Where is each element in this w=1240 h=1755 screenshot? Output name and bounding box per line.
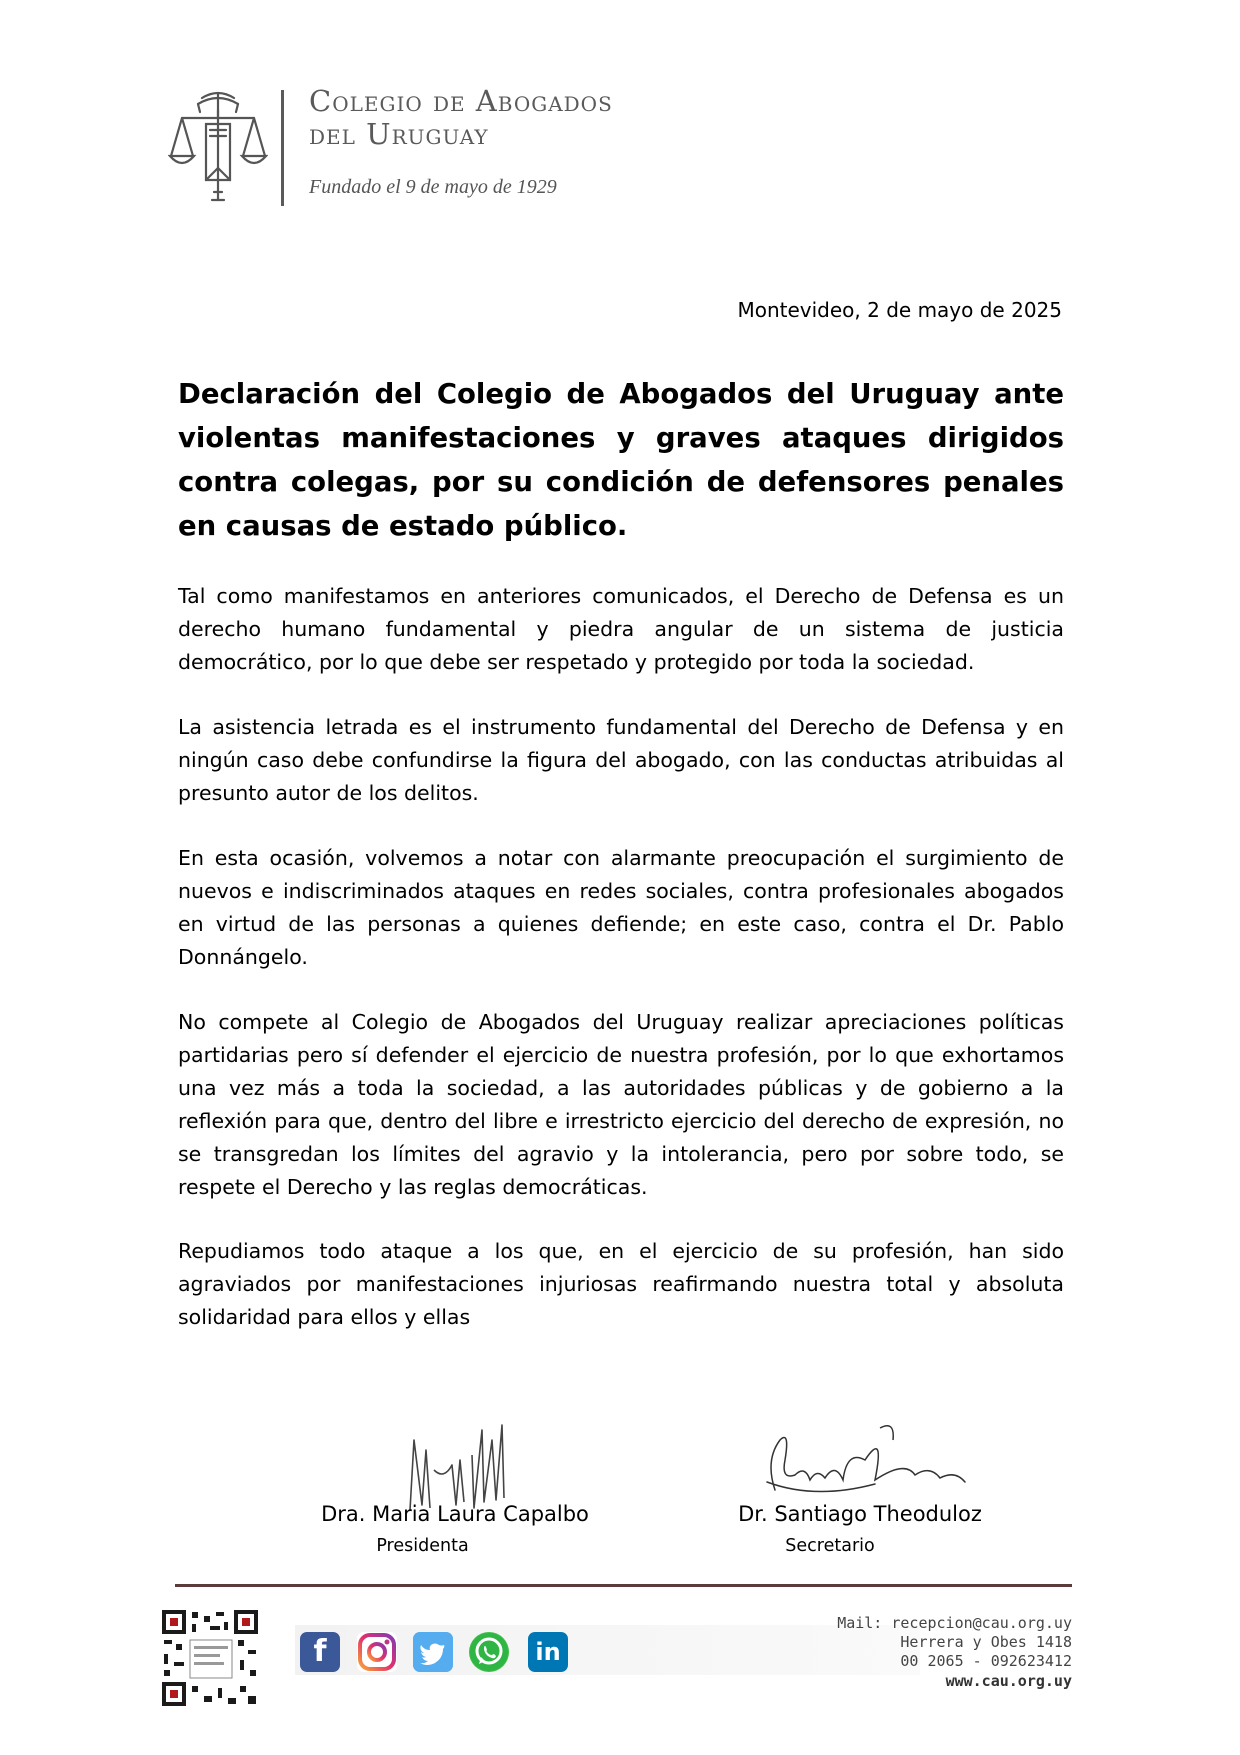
org-name-line1: Colegio de Abogados: [309, 84, 613, 118]
signatory-name: Dr. Santiago Theoduloz: [738, 1502, 982, 1526]
whatsapp-icon[interactable]: [469, 1632, 509, 1672]
linkedin-icon[interactable]: in: [528, 1632, 568, 1672]
document-title: Declaración del Colegio de Abogados del Uruguay ante violentas manifestaciones y graves ataques dirigidos contra colegas, por su condición de defensores penales en causas de estado público.: [178, 378, 1064, 542]
contact-phone: 00 2065 - 092623412: [900, 1652, 1072, 1670]
signatory-name: Dra. Maria Laura Capalbo: [321, 1502, 589, 1526]
signatory-role: Presidenta: [376, 1536, 469, 1556]
contact-email[interactable]: Mail: recepcion@cau.org.uy: [837, 1614, 1072, 1632]
facebook-icon[interactable]: f: [300, 1632, 340, 1672]
twitter-icon[interactable]: [413, 1632, 453, 1672]
footer-divider: [175, 1584, 1072, 1587]
body-paragraph: Repudiamos todo ataque a los que, en el ejercicio de su profesión, han sido agraviados por manifestaciones injuriosas reafirmando nuestra total y absoluta solidaridad para ellos y ellas: [178, 1239, 1064, 1329]
body-paragraph: La asistencia letrada es el instrumento fundamental del Derecho de Defensa y en ningún caso debe confundirse la figura del abogado, con las conductas atribuidas al presunto autor de los delitos.: [178, 715, 1064, 805]
contact-address: Herrera y Obes 1418: [900, 1633, 1072, 1651]
qr-code[interactable]: [162, 1610, 258, 1706]
contact-website[interactable]: www.cau.org.uy: [945, 1672, 1072, 1690]
scales-of-justice-logo: [168, 88, 268, 208]
letterhead-divider: [281, 90, 284, 206]
signature-secretary: [755, 1420, 975, 1510]
body-paragraph: Tal como manifestamos en anteriores comunicados, el Derecho de Defensa es un derecho humano fundamental y piedra angular de un sistema de justicia democrático, por lo que debe ser respetado y protegido por toda la sociedad.: [178, 584, 1064, 674]
document-date: Montevideo, 2 de mayo de 2025: [737, 298, 1062, 322]
founded-tagline: Fundado el 9 de mayo de 1929: [309, 176, 557, 198]
signatory-role: Secretario: [785, 1536, 875, 1556]
body-paragraph: En esta ocasión, volvemos a notar con alarmante preocupación el surgimiento de nuevos e indiscriminados ataques en redes sociales, contra profesionales abogados en virtud de las personas a quienes defiende; en este caso, contra el Dr. Pablo Donnángelo.: [178, 846, 1064, 969]
instagram-icon[interactable]: [357, 1632, 397, 1672]
org-name-line2: del Uruguay: [309, 117, 489, 151]
body-paragraph: No compete al Colegio de Abogados del Uruguay realizar apreciaciones políticas partidarias pero sí defender el ejercicio de nuestra profesión, por lo que exhortamos una vez más a toda la sociedad, a las autoridades públicas y de gobierno a la reflexión para que, dentro del libre e irrestricto ejercicio del derecho de expresión, no se transgredan los límites del agravio y la intolerancia, pero por sobre todo, se respete el Derecho y las reglas democráticas.: [178, 1010, 1064, 1199]
